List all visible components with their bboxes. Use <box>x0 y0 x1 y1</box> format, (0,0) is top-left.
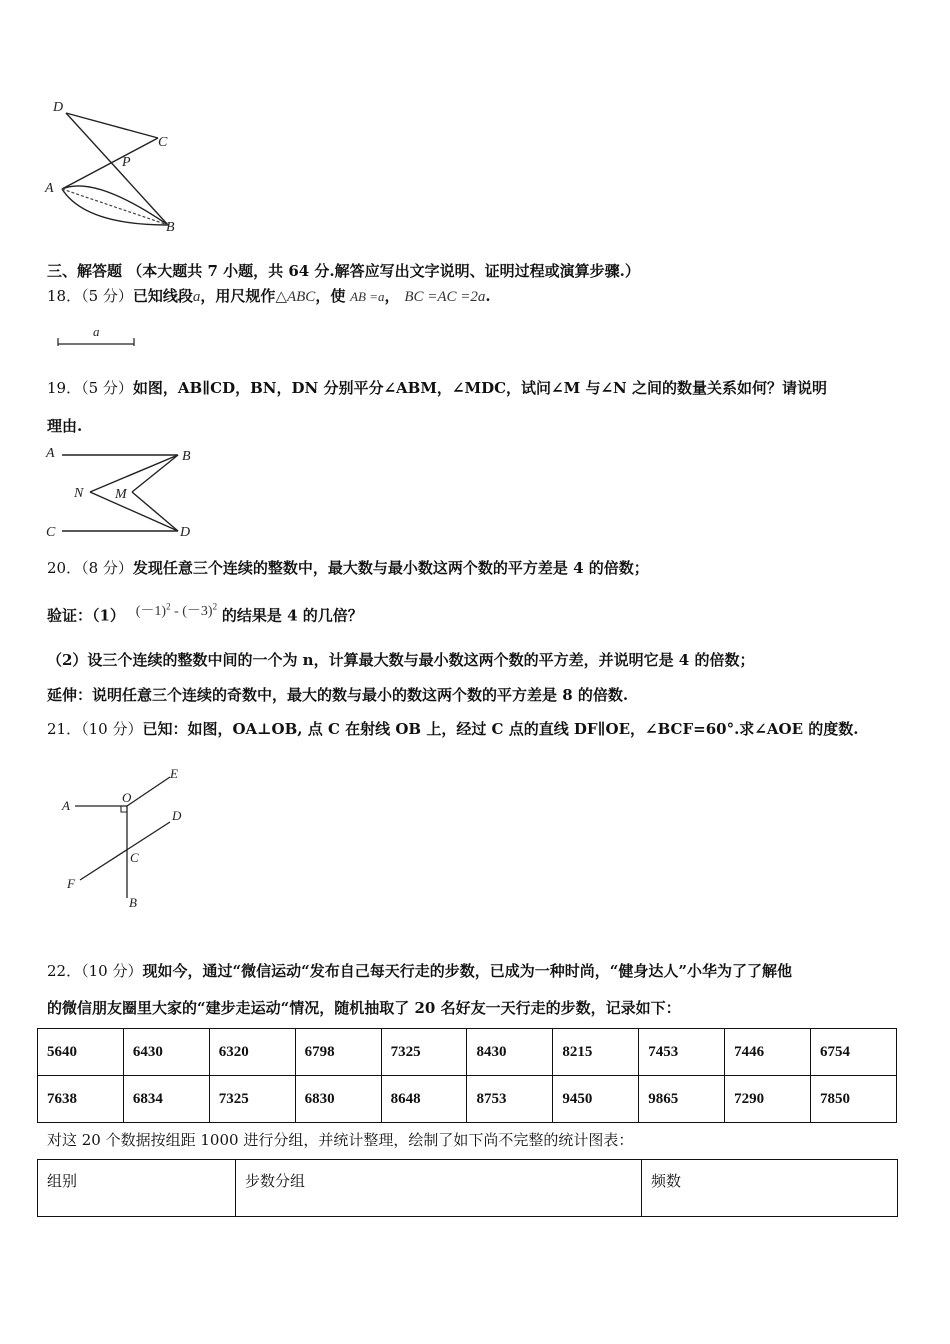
table-cell: 9450 <box>553 1076 639 1123</box>
q18-number: 18．（5 分） <box>47 287 133 305</box>
table-cell: 7453 <box>639 1029 725 1076</box>
q20-extension: 延伸：说明任意三个连续的奇数中，最大的数与最小的数这两个数的平方差是 8 的倍数. <box>47 686 629 704</box>
table-cell: 7638 <box>38 1076 124 1123</box>
q18-triangle: △ABC <box>275 289 316 305</box>
q21-label-O: O <box>122 790 132 805</box>
q20-verify-label: 验证：（1） <box>47 606 125 625</box>
table-cell: 5640 <box>38 1029 124 1076</box>
table-cell: 7325 <box>209 1076 295 1123</box>
q21-label-E: E <box>170 766 178 781</box>
table-cell: 6754 <box>811 1029 897 1076</box>
header-group: 组别 <box>38 1160 236 1217</box>
q19-number: 19．（5 分） <box>47 379 133 397</box>
q21-label-B: B <box>129 895 137 910</box>
group-table <box>37 1159 898 1217</box>
label-C: C <box>158 135 168 150</box>
q18-cond1: AB =a <box>350 289 385 304</box>
label-P: P <box>122 155 131 170</box>
q18-text3: ，使 <box>315 287 346 305</box>
q22-text-line1: 现如今，通过“微信运动“发布自己每天行走的步数，已成为一种时尚，“健身达人”小华为了了解他 <box>142 962 792 980</box>
q18-end: . <box>485 287 491 305</box>
q19-label-N: N <box>74 486 84 501</box>
steps-table <box>37 1028 897 1123</box>
table-cell: 8753 <box>467 1076 553 1123</box>
q20-text: 发现任意三个连续的整数中，最大数与最小数这两个数的平方差是 4 的倍数； <box>132 559 649 577</box>
table-cell: 8430 <box>467 1029 553 1076</box>
table-cell: 6830 <box>295 1076 381 1123</box>
q19-label-C: C <box>46 525 56 540</box>
q19-label-A: A <box>46 446 55 461</box>
header-frequency: 频数 <box>642 1160 898 1217</box>
table-cell: 7446 <box>725 1029 811 1076</box>
q18-text2: ，用尺规作 <box>200 287 276 305</box>
q20-number: 20．（8 分） <box>47 559 133 577</box>
label-D: D <box>53 100 64 115</box>
header-step-range: 步数分组 <box>236 1160 642 1217</box>
label-B: B <box>166 220 175 235</box>
table-cell: 6320 <box>209 1029 295 1076</box>
q19-label-D: D <box>180 525 191 540</box>
q21-label-C: C <box>130 850 139 865</box>
q21-number: 21．（10 分） <box>47 720 143 738</box>
table-cell: 7325 <box>381 1029 467 1076</box>
q20-expr-a: (－1) <box>135 603 167 619</box>
q19-label-B: B <box>182 449 191 464</box>
table-header-row <box>38 1160 898 1217</box>
q21-label-F: F <box>67 876 75 891</box>
label-A: A <box>45 181 54 196</box>
q20-exp-a: 2 <box>166 601 171 611</box>
section-title: 三、解答题 （本大题共 7 小题，共 64 分.解答应写出文字说明、证明过程或演算步骤.） <box>47 262 640 280</box>
q19-text-line2: 理由. <box>47 417 83 435</box>
question-22 <box>47 961 792 981</box>
q20-verify-suffix: 的结果是 4 的几倍？ <box>221 606 363 625</box>
q18-var-a: a <box>192 289 201 305</box>
q20-exp-b: 2 <box>212 601 218 611</box>
q18-text1: 已知线段 <box>132 287 193 305</box>
q18-cond2: BC =AC =2a <box>404 289 486 305</box>
q22-group-text: 对这 20 个数据按组距 1000 进行分组，并统计整理，绘制了如下尚不完整的统计图表： <box>47 1131 634 1149</box>
q18-sep: ， <box>384 287 400 305</box>
table-row <box>38 1076 897 1123</box>
q20-expr-b: (－3) <box>182 603 213 619</box>
table-cell: 9865 <box>639 1076 725 1123</box>
table-cell: 7850 <box>811 1076 897 1123</box>
table-cell: 7290 <box>725 1076 811 1123</box>
table-cell: 6798 <box>295 1029 381 1076</box>
q22-number: 22．（10 分） <box>47 962 143 980</box>
q21-label-A: A <box>62 798 70 813</box>
segment-label-a: a <box>93 324 100 339</box>
q22-text-line2: 的微信朋友圈里大家的“建步走运动“情况，随机抽取了 20 名好友一天行走的步数，记录如下： <box>47 999 681 1017</box>
table-cell: 6834 <box>123 1076 209 1123</box>
q19-text-line1: 如图，AB∥CD，BN，DN 分别平分∠ABM，∠MDC，试问∠M 与∠N 之间的数量关系如何？请说明 <box>132 379 827 397</box>
q19-label-M: M <box>115 487 127 502</box>
table-cell: 6430 <box>123 1029 209 1076</box>
q20-minus: - <box>170 603 183 619</box>
q21-label-D: D <box>172 808 182 823</box>
q21-text: 已知：如图，OA⊥OB, 点 C 在射线 OB 上，经过 C 点的直线 DF∥OE，∠BCF=60°.求∠AOE 的度数. <box>142 720 859 738</box>
table-cell: 8215 <box>553 1029 639 1076</box>
q20-part2: （2）设三个连续的整数中间的一个为 n，计算最大数与最小数这两个数的平方差，并说明它是 4 的倍数； <box>47 651 755 669</box>
table-cell: 8648 <box>381 1076 467 1123</box>
table-row <box>38 1029 897 1076</box>
